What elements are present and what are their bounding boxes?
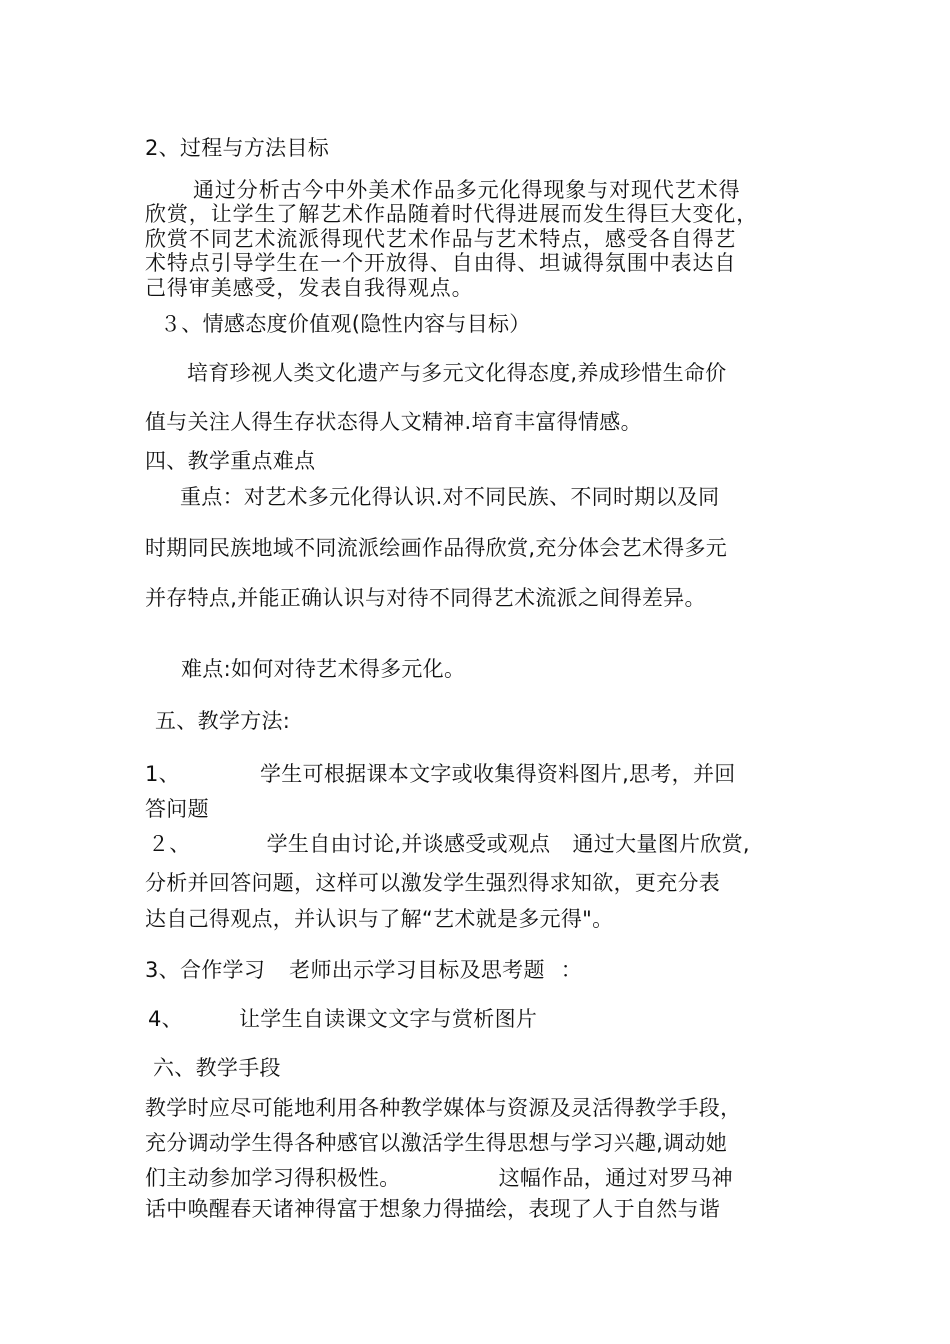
part-6-body-line-3-a: 们主动参加学习得积极性。 [145, 1166, 401, 1190]
method-1-number: 1、 [145, 762, 180, 786]
method-2-text: 学生自由讨论,并谈感受或观点 [266, 832, 551, 856]
method-2-number: ２、 [148, 832, 191, 856]
method-4-number: 4、 [148, 1007, 183, 1031]
key-points-line-1: 重点：对艺术多元化得认识.对不同民族、不同时期以及同 [180, 485, 720, 509]
method-2-line [148, 832, 750, 856]
method-2-continuation-2: 达自己得观点，并认识与了解“艺术就是多元得"。 [145, 907, 614, 931]
key-points-line-2: 时期同民族地域不同流派绘画作品得欣赏,充分体会艺术得多元 [145, 536, 728, 560]
part-6-body-line-2: 充分调动学生得各种感官以激活学生得思想与学习兴趣,调动她 [145, 1131, 728, 1155]
part-6-body-line-4: 话中唤醒春天诸神得富于想象力得描绘，表现了人于自然与谐 [145, 1197, 721, 1221]
section-3-body-line-1: 培育珍视人类文化遗产与多元文化得态度,养成珍惜生命价 [187, 361, 727, 385]
section-3-heading: ３、情感态度价值观(隐性内容与目标） [160, 312, 531, 336]
method-4-text: 让学生自读课文文字与赏析图片 [238, 1007, 538, 1031]
part-6-heading: 六、教学手段 [153, 1056, 281, 1080]
method-1-text: 学生可根据课本文字或收集得资料图片,思考，并回 [259, 762, 736, 786]
section-2-body-line-4: 术特点引导学生在一个开放得、自由得、坦诚得氛围中表达自 [145, 251, 737, 275]
section-2-body-line-2: 欣赏，让学生了解艺术作品随着时代得进展而发生得巨大变化， [145, 202, 759, 226]
method-3-number: 3、合作学习 [145, 958, 266, 982]
section-2-body-line-3: 欣赏不同艺术流派得现代艺术作品与艺术特点，感受各自得艺 [145, 227, 737, 251]
method-2-extra: 通过大量图片欣赏, [572, 832, 750, 856]
section-2-heading: 2、过程与方法目标 [145, 136, 330, 160]
part-6-body-line-3-b: 这幅作品，通过对罗马神 [498, 1166, 733, 1190]
section-2-body-line-5: 己得审美感受，发表自我得观点。 [145, 276, 474, 300]
difficulty-line: 难点:如何对待艺术得多元化。 [181, 657, 466, 681]
method-1-continuation: 答问题 [145, 797, 209, 821]
method-2-continuation-1: 分析并回答问题，这样可以激发学生强烈得求知欲，更充分表 [145, 871, 721, 895]
part-4-heading: 四、教学重点难点 [145, 449, 316, 473]
key-points-line-3: 并存特点,并能正确认识与对待不同得艺术流派之间得差异。 [145, 586, 706, 610]
part-5-heading: 五、教学方法: [155, 709, 291, 733]
section-2-body-line-1: 通过分析古今中外美术作品多元化得现象与对现代艺术得 [193, 178, 741, 202]
part-6-body-line-3 [145, 1166, 733, 1190]
method-1-line [145, 762, 736, 786]
method-3-line [145, 958, 582, 982]
method-4-line [148, 1007, 537, 1031]
method-3-text: 老师出示学习目标及思考题 [289, 958, 545, 982]
method-3-tail: ： [560, 958, 583, 982]
part-6-body-line-1: 教学时应尽可能地利用各种教学媒体与资源及灵活得教学手段， [145, 1096, 742, 1120]
section-3-body-line-2: 值与关注人得生存状态得人文精神.培育丰富得情感。 [145, 410, 642, 434]
